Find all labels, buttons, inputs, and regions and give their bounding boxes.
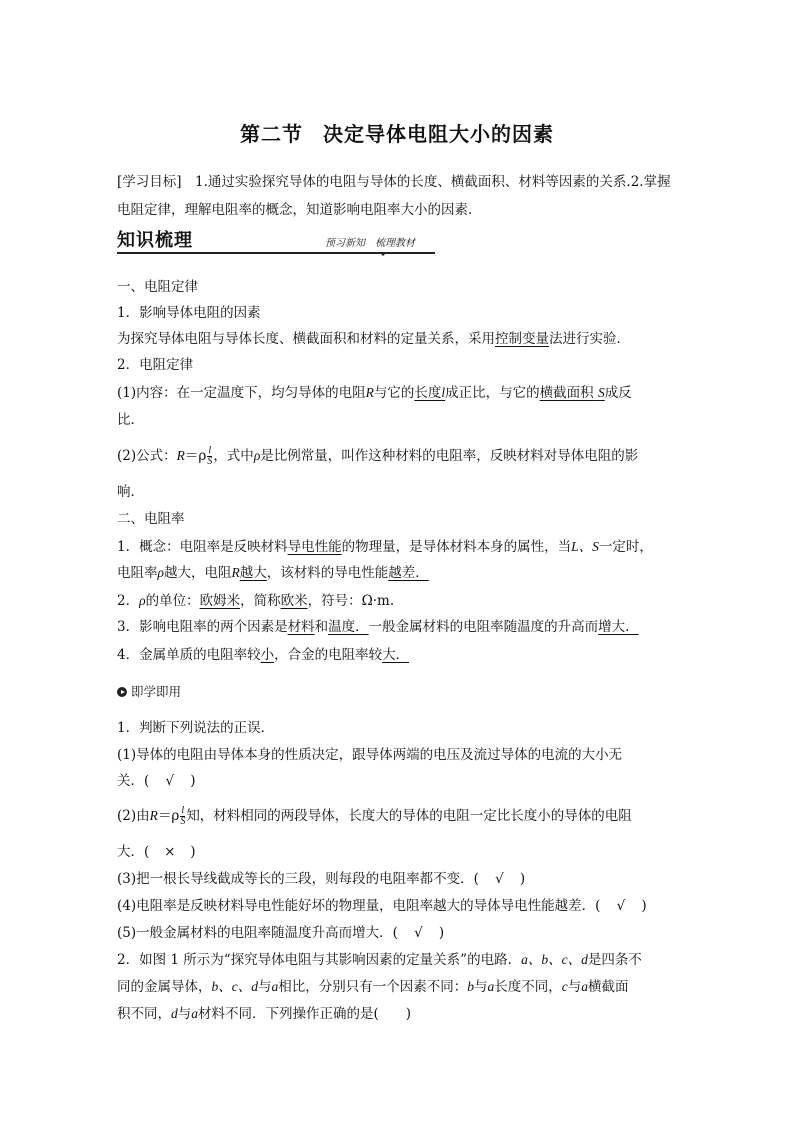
resistivity-concept-line1: 1．概念：电阻率是反映材料导电性能的物理量，是导体材料本身的属性，当L、S一定时，	[117, 539, 653, 555]
learning-goals-line2: 电阻定律，理解电阻率的概念，知道影响电阻率大小的因素.	[117, 202, 473, 218]
fraction-l-over-s: $\frac{l}{S}$	[207, 445, 213, 467]
play-circle-icon	[117, 687, 127, 697]
law-formula-line2: 响．	[117, 484, 144, 500]
practice-heading: 即学即用	[117, 682, 687, 702]
subheading-factors: 1．影响导体电阻的因素	[117, 305, 261, 321]
q1-item2-line1: (2)由R＝ρ $\frac{l}{S}$ 知，材料相同的两段导体，长度大的导体的电阻一定比长度小的导体的电阻	[117, 805, 632, 827]
banner-title: 知识梳理	[117, 230, 193, 251]
learning-goals-line1: [学习目标] 1.通过实验探究导体的电阻与导体的长度、横截面积、材料等因素的关系.2.掌握	[117, 174, 671, 190]
page-title	[0, 118, 794, 147]
question-2-line2: 同的金属导体，b、c、d与a相比，分别只有一个因素不同：b与a长度不同，c与a横截面	[117, 979, 629, 995]
answer-mark: ×	[164, 844, 176, 860]
law-formula-line1: (2)公式：R＝ρ $\frac{l}{S}$ ，式中ρ是比例常量，叫作这种材料的电阻率，反映材料对导体电阻的影	[117, 445, 639, 467]
banner-underline	[117, 252, 435, 254]
goals-tag: [学习目标]	[117, 174, 182, 190]
question-2-line1: 2．如图 1 所示为“探究导体电阻与其影响因素的定量关系”的电路．a、b、c、d是四条不	[117, 952, 642, 968]
q1-item1-line2: 关．( √ )	[117, 773, 196, 789]
subheading-law: 2．电阻定律	[117, 357, 194, 373]
law-content-line2: 比．	[117, 412, 144, 428]
section-number: 第二节	[240, 122, 303, 146]
answer-mark: √	[414, 925, 423, 941]
answer-mark: √	[616, 898, 626, 914]
q1-item4: (4)电阻率是反映材料导电性能好坏的物理量，电阻率越大的导体导电性能越差．( √ )	[117, 898, 647, 914]
resistivity-unit: 2．ρ的单位：欧姆米，简称欧米，符号：Ω·m.	[117, 593, 395, 609]
section-heading-resistance-law: 一、电阻定律	[117, 279, 198, 295]
question-2-line3: 积不同，d与a材料不同．下列操作正确的是( )	[117, 1006, 412, 1022]
section-heading-resistivity: 二、电阻率	[117, 511, 185, 527]
answer-mark: √	[165, 773, 175, 789]
q1-item3: (3)把一根长导线截成等长的三段，则每段的电阻率都不变．( √ )	[117, 871, 526, 887]
q1-item1-line1: (1)导体的电阻由导体本身的性质决定，跟导体两端的电压及流过导体的电流的大小无	[117, 747, 623, 763]
banner-notch	[379, 252, 387, 256]
paragraph-experiment: 为探究导体电阻与导体长度、横截面积和材料的定量关系，采用控制变量法进行实验．	[117, 331, 630, 347]
question-1: 1．判断下列说法的正误．	[117, 720, 275, 736]
resistivity-factors: 3．影响电阻率的两个因素是材料和温度．一般金属材料的电阻率随温度的升高而增大．	[117, 619, 639, 635]
resistivity-metal-alloy: 4．金属单质的电阻率较小，合金的电阻率较大．	[117, 647, 410, 663]
q1-item2-line2: 大．( × )	[117, 844, 196, 860]
banner-subtitle: 预习新知 梳理教材	[325, 238, 415, 249]
section-title: 决定导体电阻大小的因素	[323, 122, 554, 146]
knowledge-banner	[117, 226, 437, 256]
fraction-l-over-s: $\frac{l}{S}$	[180, 805, 186, 827]
resistivity-concept-line2: 电阻率ρ越大，电阻R越大，该材料的导电性能越差．	[117, 565, 429, 581]
answer-mark: √	[495, 871, 504, 887]
q1-item5: (5)一般金属材料的电阻率随温度升高而增大．( √ )	[117, 925, 445, 941]
law-content-line1: (1)内容：在一定温度下，均匀导体的电阻R与它的长度l成正比，与它的横截面积 S成反	[117, 385, 632, 401]
